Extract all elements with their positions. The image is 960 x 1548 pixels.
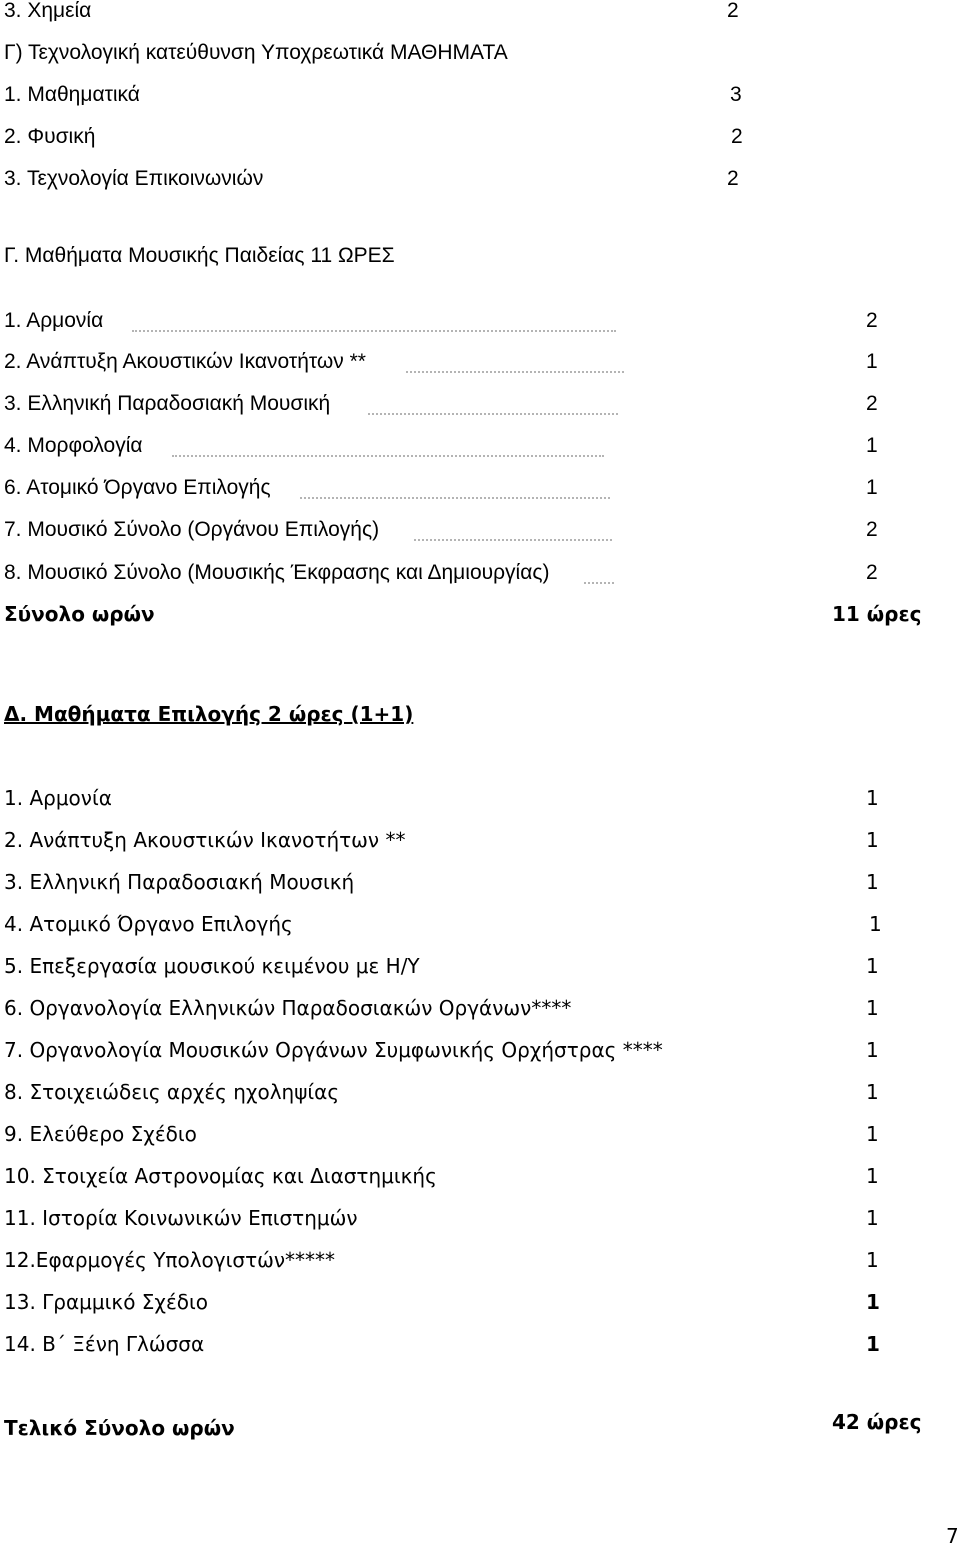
list-item-label: 3. Ελληνική Παραδοσιακή Μουσική (4, 392, 331, 415)
dot-leader (132, 328, 616, 332)
list-item-hours: 2 (727, 0, 739, 22)
list-item-hours: 1 (866, 1038, 879, 1062)
list-item-label: 4. Μορφολογία (4, 434, 143, 457)
list-item-label: 2. Φυσική (4, 125, 96, 148)
list-item-label: 8. Στοιχειώδεις αρχές ηχοληψίας (4, 1080, 340, 1104)
list-item-label: 6. Ατομικό Όργανο Επιλογής (4, 476, 271, 499)
list-item-hours: 1 (866, 1122, 879, 1146)
list-item-hours: 1 (866, 1290, 880, 1314)
list-item-hours: 1 (866, 1248, 879, 1272)
section-heading-technological: Γ) Τεχνολογική κατεύθυνση Υποχρεωτικά ΜΑΘΗΜΑΤΑ (4, 41, 508, 64)
list-item-hours: 2 (866, 309, 878, 332)
list-item-label: 6. Οργανολογία Ελληνικών Παραδοσιακών Οργάνων**** (4, 996, 572, 1020)
list-item-label: 4. Ατομικό Όργανο Επιλογής (4, 912, 293, 936)
total-label: Σύνολο ωρών (4, 602, 155, 626)
list-item-hours: 1 (866, 786, 879, 810)
list-item-label: 1. Αρμονία (4, 786, 112, 810)
list-item-hours: 2 (866, 518, 878, 541)
list-item-label: 12.Εφαρμογές Υπολογιστών***** (4, 1248, 336, 1272)
list-item-hours: 1 (866, 1080, 879, 1104)
list-item-label: 1. Μαθηματικά (4, 83, 140, 106)
dot-leader (368, 411, 618, 415)
total-value: 11 ώρες (832, 602, 922, 626)
list-item-hours: 1 (869, 912, 882, 936)
final-total-value: 42 ώρες (832, 1410, 922, 1434)
dot-leader (414, 537, 612, 541)
list-item-label: 1. Αρμονία (4, 309, 104, 332)
list-item-hours: 1 (866, 1164, 879, 1188)
list-item-label: 8. Μουσικό Σύνολο (Μουσικής Έκφρασης και Δημιουργίας) (4, 561, 550, 584)
list-item-label: 13. Γραμμικό Σχέδιο (4, 1290, 209, 1314)
section-heading-electives: Δ. Μαθήματα Επιλογής 2 ώρες (1+1) (4, 702, 414, 726)
list-item-label: 7. Οργανολογία Μουσικών Οργάνων Συμφωνικής Ορχήστρας **** (4, 1038, 663, 1062)
list-item-hours: 1 (866, 828, 879, 852)
list-item-label: 3. Τεχνολογία Επικοινωνιών (4, 167, 264, 190)
list-item-hours: 1 (866, 954, 879, 978)
list-item-hours: 1 (866, 870, 879, 894)
list-item-label: 2. Ανάπτυξη Ακουστικών Ικανοτήτων ** (4, 828, 406, 852)
list-item-label: 2. Ανάπτυξη Ακουστικών Ικανοτήτων ** (4, 350, 366, 373)
list-item-label: 10. Στοιχεία Αστρονομίας και Διαστημικής (4, 1164, 437, 1188)
list-item-hours: 3 (730, 83, 742, 106)
dot-leader (300, 495, 610, 499)
list-item-label: 5. Επεξεργασία μουσικού κειμένου με Η/Υ (4, 954, 420, 978)
list-item-hours: 1 (866, 476, 878, 499)
list-item-hours: 1 (866, 996, 879, 1020)
list-item-hours: 2 (866, 392, 878, 415)
page-number: 7 (946, 1524, 959, 1548)
dot-leader (406, 369, 624, 373)
list-item-hours: 2 (731, 125, 743, 148)
dot-leader (172, 453, 604, 457)
list-item-hours: 2 (727, 167, 739, 190)
section-heading-music: Γ. Μαθήματα Μουσικής Παιδείας 11 ΩΡΕΣ (4, 244, 395, 267)
list-item-hours: 2 (866, 561, 878, 584)
list-item-label: 9. Ελεύθερο Σχέδιο (4, 1122, 197, 1146)
list-item-hours: 1 (866, 1206, 879, 1230)
list-item-hours: 1 (866, 1332, 880, 1356)
list-item-label: 7. Μουσικό Σύνολο (Οργάνου Επιλογής) (4, 518, 380, 541)
list-item-label: 14. Β΄ Ξένη Γλώσσα (4, 1332, 205, 1356)
list-item-label: 3. Χημεία (4, 0, 92, 22)
final-total-label: Τελικό Σύνολο ωρών (4, 1416, 235, 1440)
list-item-label: 11. Ιστορία Κοινωνικών Επιστημών (4, 1206, 358, 1230)
list-item-hours: 1 (866, 434, 878, 457)
list-item-hours: 1 (866, 350, 878, 373)
dot-leader (584, 580, 614, 584)
list-item-label: 3. Ελληνική Παραδοσιακή Μουσική (4, 870, 355, 894)
